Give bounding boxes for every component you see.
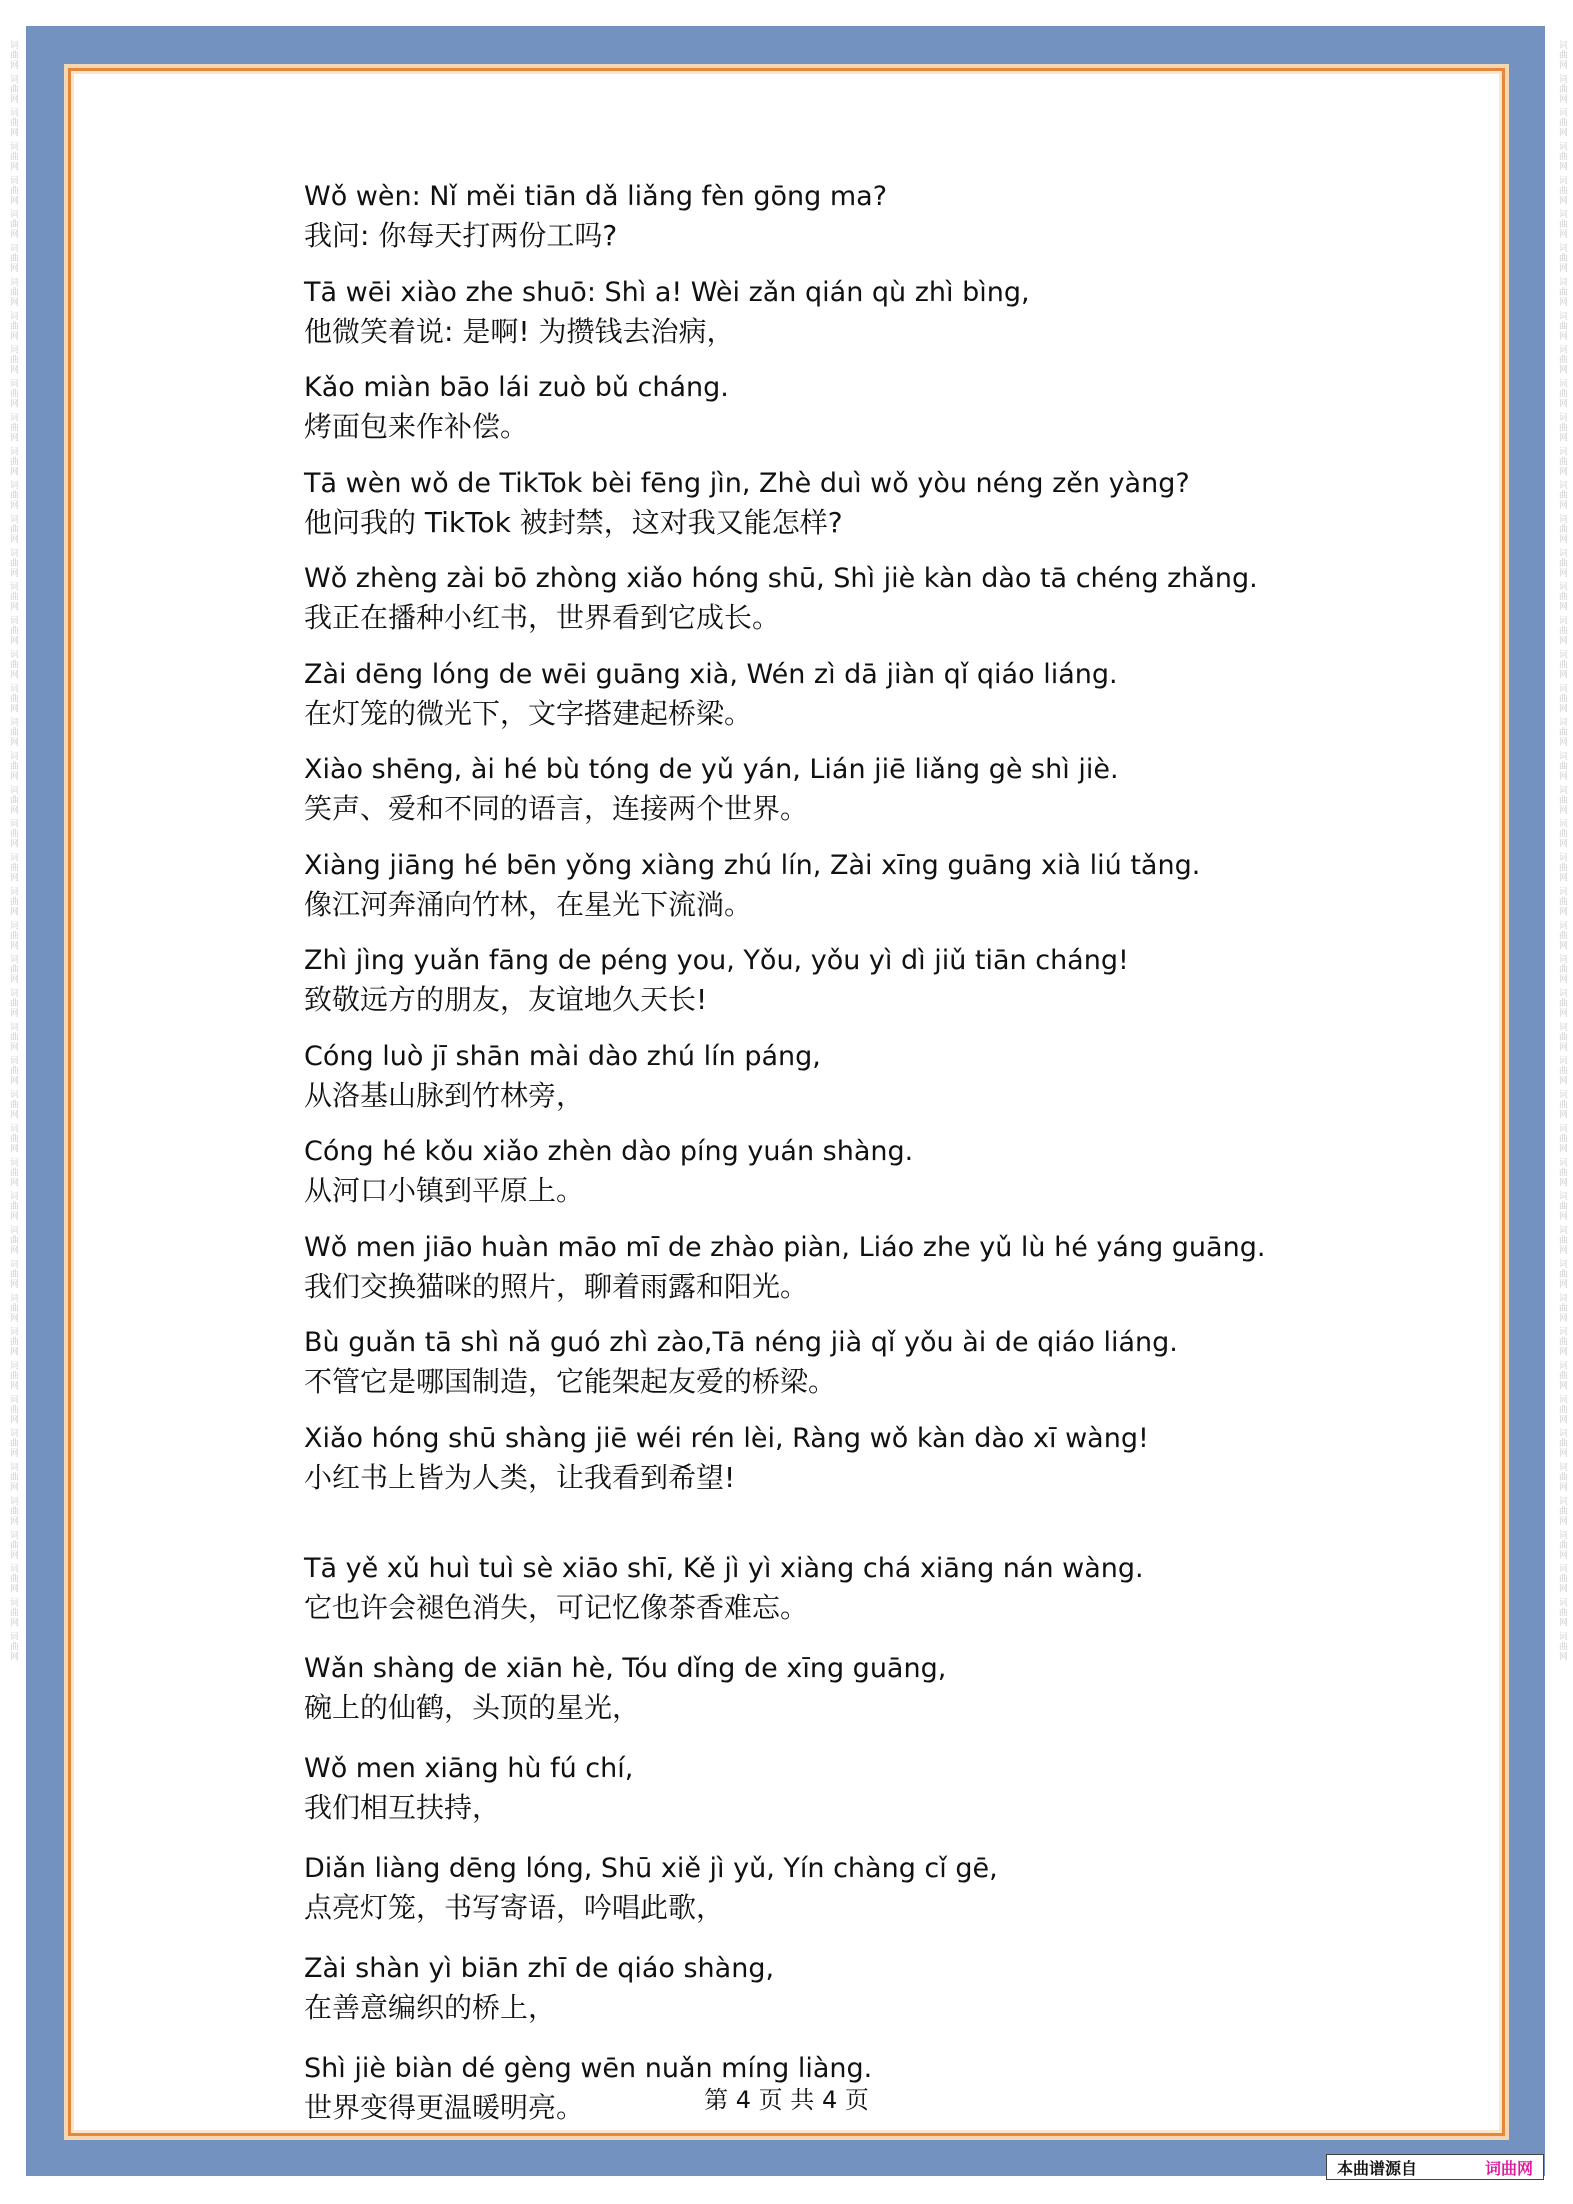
lyrics-body — [304, 178, 1304, 2150]
lyric-hanzi: 烤面包来作补偿。 — [304, 410, 529, 443]
lyric-hanzi: 我正在播种小红书，世界看到它成长。 — [304, 601, 781, 634]
lyric-line-pair — [304, 1229, 1304, 1307]
left-watermark-strip: 词曲网 词曲网 词曲网 词曲网 词曲网 词曲网 词曲网 词曲网 词曲网 词曲网 词曲网 词曲网 词曲网 词曲网 词曲网 词曲网 词曲网 词曲网 词曲网 词曲网 词曲网 词曲网 词曲网 词曲网 词曲网 词曲网 词曲网 词曲网 词曲网 词曲网 词曲网 词曲网 词曲网 词曲网 词曲网 词曲网 词曲网 词曲网 词曲网 词曲网 词曲网 词曲网 词曲网 词曲网 词曲网 词曲网 词曲网 词曲网 — [8, 40, 18, 1662]
lyric-pinyin: Tā wēi xiào zhe shuō: Shì a! Wèi zǎn qián qù zhì bìng, — [304, 276, 1030, 308]
lyric-hanzi: 在灯笼的微光下，文字搭建起桥梁。 — [304, 696, 753, 730]
lyric-line-pair — [304, 1420, 1304, 1498]
source-label: 本曲谱源自 — [1337, 2158, 1418, 2178]
lyric-pinyin: Wǒ wèn: Nǐ měi tiān dǎ liǎng fèn gōng ma? — [304, 181, 888, 212]
lyric-line-pair — [304, 1850, 1304, 1928]
lyric-pinyin: Tā yě xǔ huì tuì sè xiāo shī, Kě jì yì xiàng chá xiāng nán wàng. — [304, 1552, 1144, 1584]
lyric-hanzi: 致敬远方的朋友，友谊地久天长! — [304, 983, 708, 1016]
lyric-hanzi: 世界变得更温暖明亮。 — [304, 2090, 585, 2124]
lyric-hanzi: 他微笑着说: 是啊! 为攒钱去治病， — [304, 314, 735, 348]
lyric-hanzi: 我问: 你每天打两份工吗? — [304, 219, 618, 252]
lyric-line-pair — [304, 560, 1304, 638]
lyric-hanzi: 小红书上皆为人类，让我看到希望! — [304, 1460, 736, 1494]
lyric-pinyin: Xiǎo hóng shū shàng jiē wéi rén lèi, Ràng wǒ kàn dào xī wàng! — [304, 1422, 1149, 1454]
lyric-line-pair — [304, 369, 1304, 447]
lyric-pinyin: Wǎn shàng de xiān hè, Tóu dǐng de xīng guāng, — [304, 1652, 947, 1684]
lyric-hanzi: 从洛基山脉到竹林旁， — [304, 1078, 585, 1112]
lyric-pinyin: Wǒ zhèng zài bō zhòng xiǎo hóng shū, Shì jiè kàn dào tā chéng zhǎng. — [304, 563, 1258, 594]
lyric-pinyin: Tā wèn wǒ de TikTok bèi fēng jìn, Zhè duì wǒ yòu néng zěn yàng? — [304, 467, 1190, 499]
lyric-line-pair — [304, 1750, 1304, 1828]
lyric-hanzi: 它也许会褪色消失，可记忆像茶香难忘。 — [304, 1590, 809, 1624]
lyric-pinyin: Zhì jìng yuǎn fāng de péng you, Yǒu, yǒu yì dì jiǔ tiān cháng! — [304, 945, 1129, 976]
lyric-pinyin: Kǎo miàn bāo lái zuò bǔ cháng. — [304, 372, 729, 403]
lyric-hanzi: 在善意编织的桥上， — [304, 1990, 557, 2024]
lyric-line-pair — [304, 1133, 1304, 1211]
lyric-line-pair — [304, 465, 1304, 543]
lyric-line-pair — [304, 1550, 1304, 1628]
lyric-hanzi: 像江河奔涌向竹林，在星光下流淌。 — [304, 887, 753, 921]
lyric-line-pair — [304, 1650, 1304, 1728]
lyric-line-pair — [304, 274, 1304, 352]
verse-2 — [304, 1550, 1304, 2128]
lyric-line-pair — [304, 178, 1304, 256]
lyric-line-pair — [304, 656, 1304, 734]
source-badge[interactable] — [1326, 2154, 1544, 2180]
page-number: 第 4 页 共 4 页 — [704, 2086, 869, 2114]
lyric-pinyin: Zài dēng lóng de wēi guāng xià, Wén zì dā jiàn qǐ qiáo liáng. — [304, 658, 1118, 690]
lyric-hanzi: 不管它是哪国制造，它能架起友爱的桥梁。 — [304, 1365, 837, 1398]
lyric-hanzi: 从河口小镇到平原上。 — [304, 1174, 585, 1207]
lyric-hanzi: 我们交换猫咪的照片，聊着雨露和阳光。 — [304, 1269, 809, 1303]
lyric-hanzi: 碗上的仙鹤，头顶的星光， — [304, 1690, 641, 1724]
lyric-pinyin: Wǒ men xiāng hù fú chí, — [304, 1752, 634, 1784]
lyric-pinyin: Cóng luò jī shān mài dào zhú lín páng, — [304, 1040, 821, 1072]
lyric-pinyin: Zài shàn yì biān zhī de qiáo shàng, — [304, 1952, 775, 1984]
lyric-pinyin: Shì jiè biàn dé gèng wēn nuǎn míng liàng. — [304, 2052, 873, 2084]
lyric-pinyin: Xiàng jiāng hé bēn yǒng xiàng zhú lín, Zài xīng guāng xià liú tǎng. — [304, 849, 1201, 881]
lyric-line-pair — [304, 847, 1304, 925]
lyric-pinyin: Cóng hé kǒu xiǎo zhèn dào píng yuán shàng. — [304, 1136, 914, 1167]
verse-1 — [304, 178, 1304, 1498]
lyric-hanzi: 他问我的 TikTok 被封禁，这对我又能怎样? — [304, 505, 843, 539]
lyric-pinyin: Diǎn liàng dēng lóng, Shū xiě jì yǔ, Yín chàng cǐ gē, — [304, 1852, 998, 1884]
source-site-name[interactable]: 词曲网 — [1484, 2158, 1533, 2178]
right-watermark-strip: 词曲网 词曲网 词曲网 词曲网 词曲网 词曲网 词曲网 词曲网 词曲网 词曲网 词曲网 词曲网 词曲网 词曲网 词曲网 词曲网 词曲网 词曲网 词曲网 词曲网 词曲网 词曲网 词曲网 词曲网 词曲网 词曲网 词曲网 词曲网 词曲网 词曲网 词曲网 词曲网 词曲网 词曲网 词曲网 词曲网 词曲网 词曲网 词曲网 词曲网 词曲网 词曲网 词曲网 词曲网 词曲网 词曲网 词曲网 词曲网 — [1557, 40, 1567, 1662]
lyric-line-pair — [304, 1038, 1304, 1116]
lyric-line-pair — [304, 1950, 1304, 2028]
lyric-hanzi: 点亮灯笼，书写寄语，吟唱此歌， — [304, 1890, 725, 1924]
lyric-pinyin: Bù guǎn tā shì nǎ guó zhì zào,Tā néng jià qǐ yǒu ài de qiáo liáng. — [304, 1327, 1178, 1358]
lyric-line-pair — [304, 751, 1304, 829]
lyric-pinyin: Wǒ men jiāo huàn māo mī de zhào piàn, Liáo zhe yǔ lù hé yáng guāng. — [304, 1231, 1266, 1263]
lyric-pinyin: Xiào shēng, ài hé bù tóng de yǔ yán, Lián jiē liǎng gè shì jiè. — [304, 754, 1119, 785]
lyric-hanzi: 我们相互扶持， — [304, 1790, 501, 1824]
lyric-hanzi: 笑声、爱和不同的语言，连接两个世界。 — [304, 792, 809, 825]
lyric-line-pair — [304, 942, 1304, 1020]
lyric-line-pair — [304, 1324, 1304, 1402]
